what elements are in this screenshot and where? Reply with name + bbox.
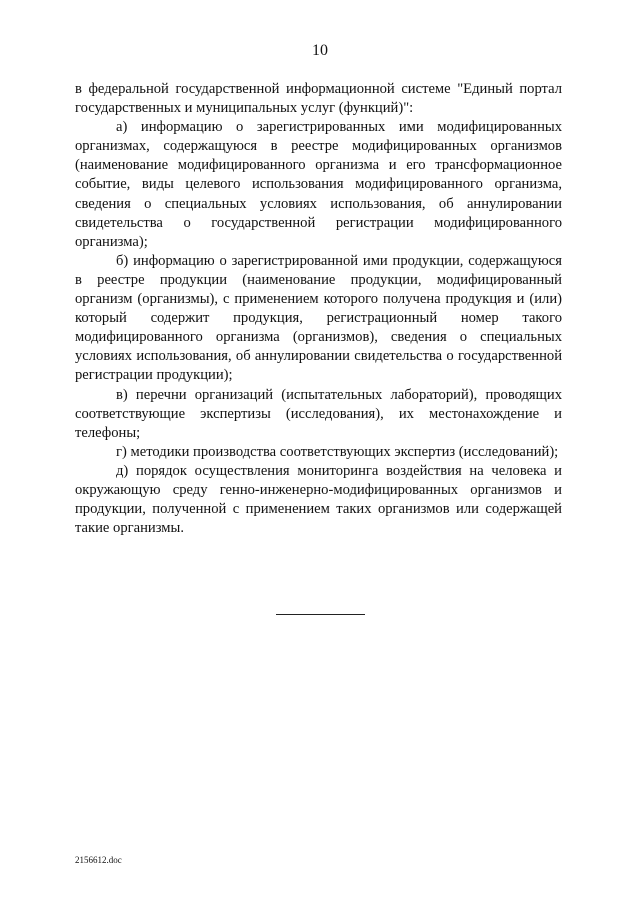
paragraph-item-b: б) информацию о зарегистрированной ими продукции, содержащуюся в реестре продукции (наименование продукции, модифицированный организм (организмы), с применением которого получена продукция и (или) который содержит продукция, регистрационный номер такого модифицированного организма (организмов), сведения о специальных условиях использования, об аннулировании свидетельства о государственной регистрации продукции); — [75, 252, 562, 384]
paragraph-item-v: в) перечни организаций (испытательных лабораторий), проводящих соответствующие экспертизы (исследования), их местонахождение и телефоны; — [75, 386, 562, 441]
paragraph-item-g: г) методики производства соответствующих экспертиз (исследований); — [116, 443, 559, 460]
paragraph-item-d: д) порядок осуществления мониторинга воздействия на человека и окружающую среду генно-инженерно-модифицированных организмов и продукции, полученной с применением таких организмов или содержащей такие организмы. — [75, 462, 562, 537]
document-body — [75, 80, 562, 538]
document-id: 2156612.doc — [75, 855, 122, 865]
end-separator-line — [276, 614, 365, 615]
page-number: 10 — [312, 42, 328, 59]
paragraph-intro: в федеральной государственной информационной системе "Единый портал государственных и муниципальных услуг (функций)": — [75, 81, 562, 117]
paragraph-item-a: а) информацию о зарегистрированных ими модифицированных организмах, содержащуюся в реестре модифицированных организмов (наименование модифицированного организма и его трансформационное событие, виды целевого использования модифицированного организма, сведения о специальных условиях использования, об аннулировании свидетельства о государственной регистрации модифицированного организма); — [75, 119, 562, 250]
